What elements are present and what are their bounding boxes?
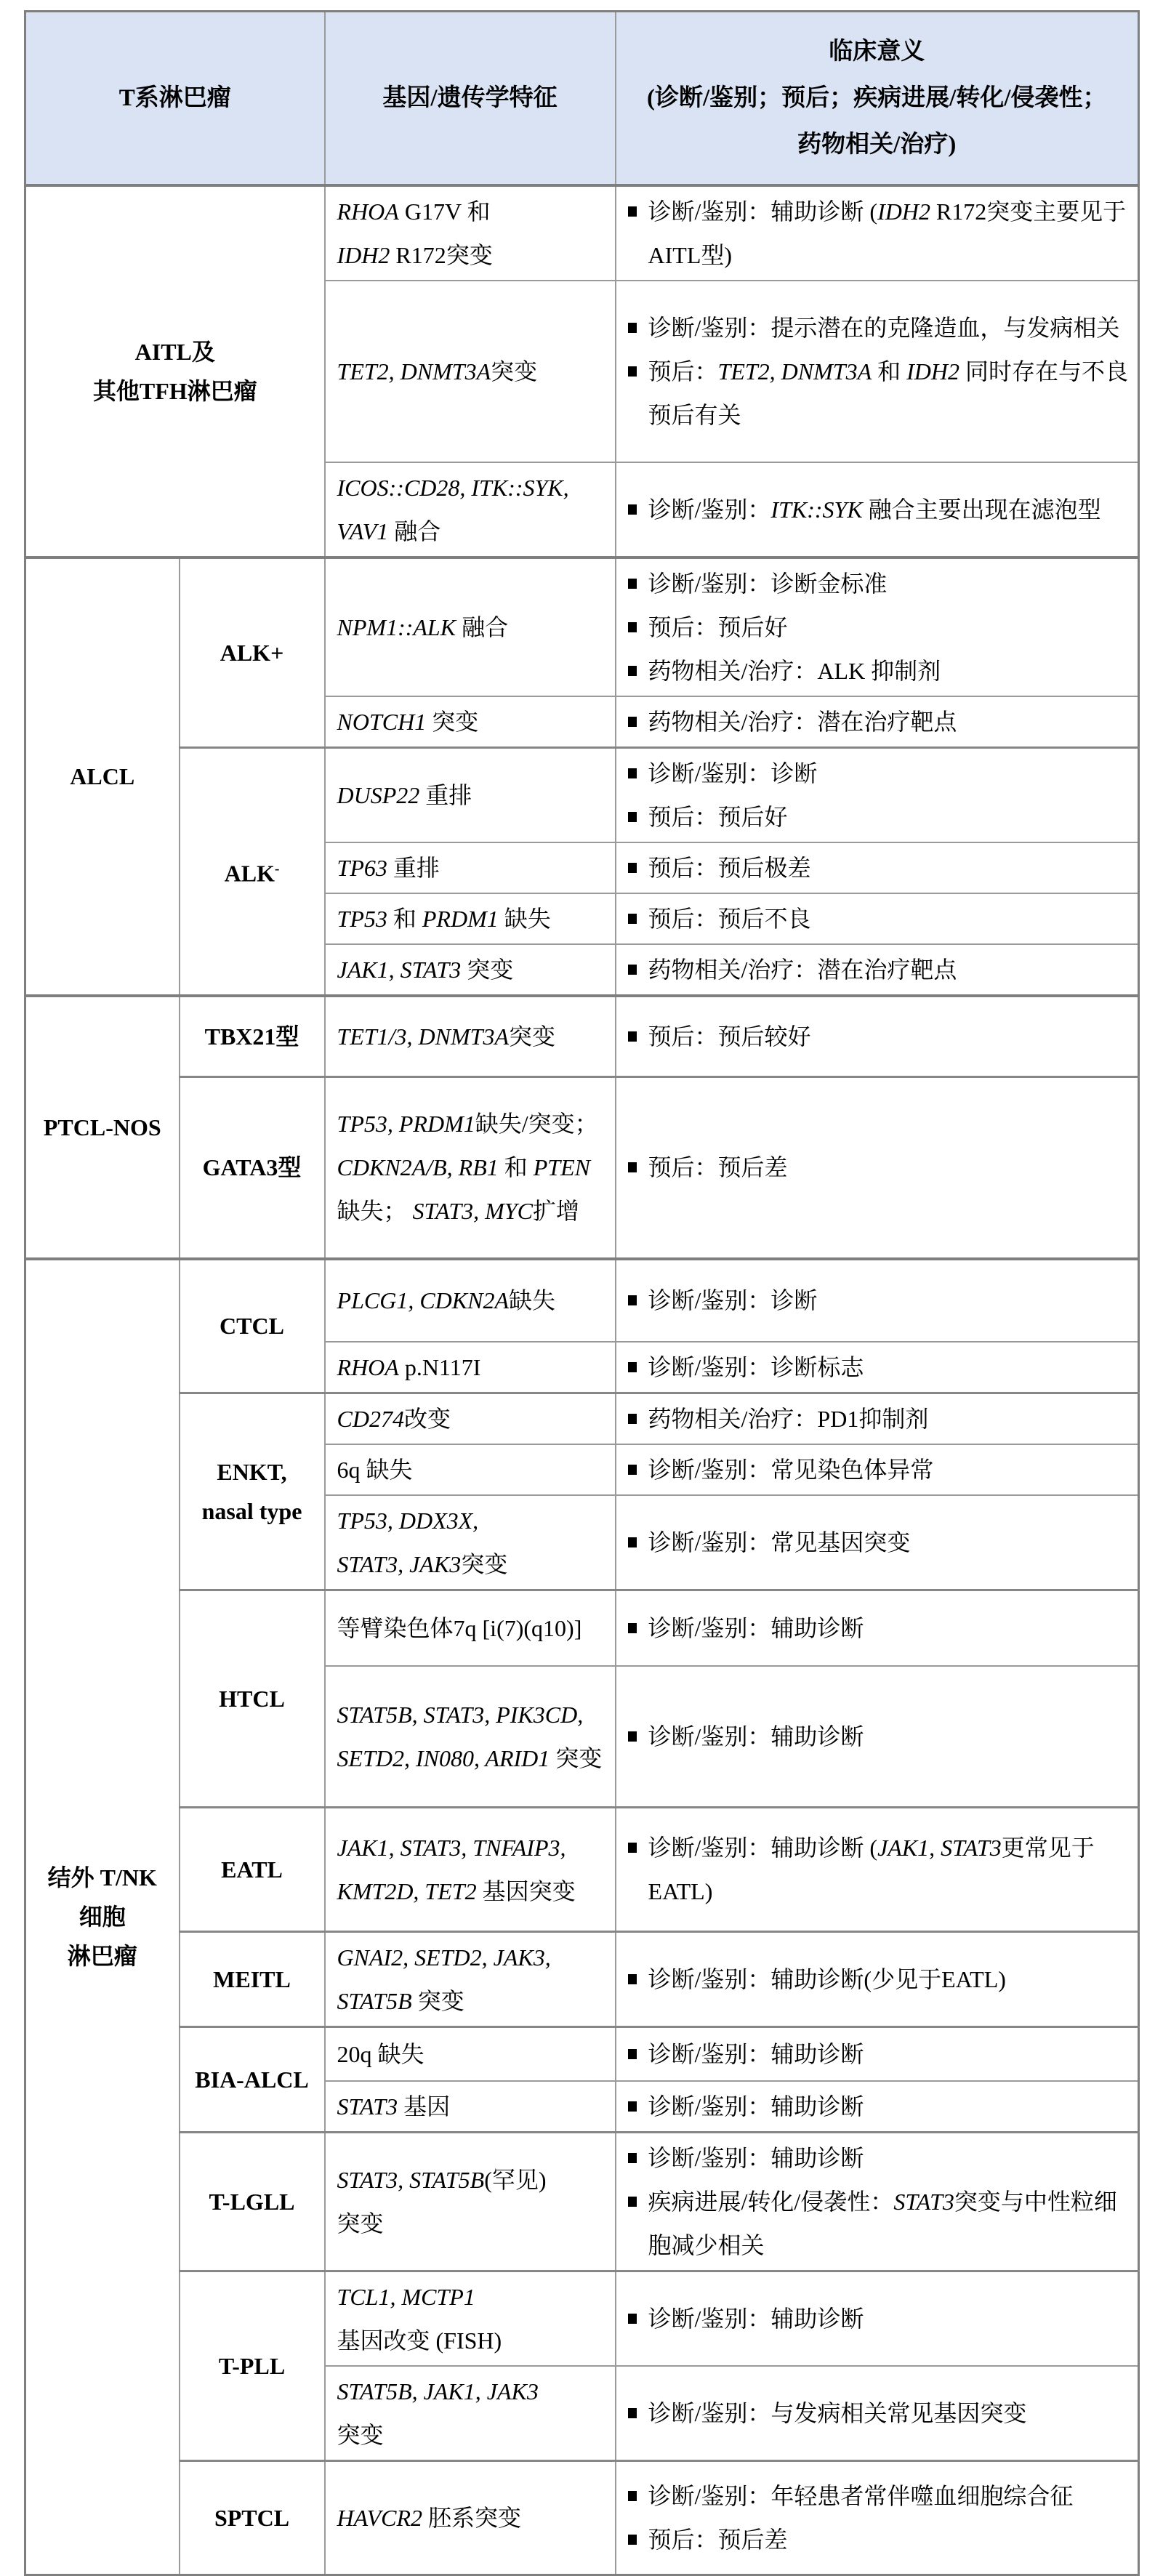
text-line: TET2, DNMT3A突变 xyxy=(337,358,538,385)
clinical-cell xyxy=(616,1259,1139,1342)
gene-cell xyxy=(325,1342,616,1393)
bullet-square-icon xyxy=(628,2197,637,2207)
text-line: GATA3型 xyxy=(202,1154,302,1181)
bullet-square-icon xyxy=(628,812,637,822)
bullet-item xyxy=(628,562,1131,605)
text-line: DUSP22 重排 xyxy=(337,781,472,808)
gene-cell xyxy=(325,696,616,748)
table-row xyxy=(25,2133,1139,2271)
bullet-item xyxy=(628,1345,1131,1389)
text-line: ALCL xyxy=(70,763,135,789)
bullet-text: 预后：预后差 xyxy=(648,2527,788,2553)
clinical-cell xyxy=(616,842,1139,893)
text-line: 临床意义 xyxy=(829,38,925,65)
bullet-square-icon xyxy=(628,2153,637,2163)
gene-cell xyxy=(325,1807,616,1931)
text-line: CD274改变 xyxy=(337,1405,451,1432)
text-line: 淋巴瘤 xyxy=(67,1943,137,1970)
lymphoma-genetics-table xyxy=(24,10,1140,2576)
clinical-cell xyxy=(616,893,1139,944)
clinical-cell xyxy=(616,1590,1139,1666)
bullet-text: 诊断/鉴别：常见染色体异常 xyxy=(648,1456,934,1483)
text-line: CDKN2A/B, RB1 和 PTEN xyxy=(337,1154,590,1181)
text-line: AITL及 xyxy=(134,338,215,365)
clinical-cell xyxy=(616,2133,1139,2271)
gene-cell xyxy=(325,747,616,842)
text-line: STAT5B, JAK1, JAK3 xyxy=(337,2378,539,2404)
subcategory-cell-t-lgll xyxy=(180,2133,325,2271)
bullet-item xyxy=(628,1606,1131,1650)
text-line: EATL xyxy=(221,1856,283,1883)
gene-cell xyxy=(325,893,616,944)
bullet-item xyxy=(628,2085,1131,2128)
gene-cell xyxy=(325,2081,616,2133)
category-cell-ptcl-nos xyxy=(25,996,180,1259)
text-line: NOTCH1 突变 xyxy=(337,708,479,735)
table-row xyxy=(25,996,1139,1077)
bullet-square-icon xyxy=(628,504,637,515)
text-line: ENKT, xyxy=(217,1458,287,1485)
bullet-square-icon xyxy=(628,1537,637,1547)
bullet-item xyxy=(628,306,1131,350)
bullet-item xyxy=(628,1448,1131,1492)
clinical-cell xyxy=(616,1495,1139,1590)
gene-cell xyxy=(325,281,616,462)
text-line: ALK+ xyxy=(220,639,284,666)
bullet-text: 诊断/鉴别：常见基因突变 xyxy=(648,1529,911,1555)
bullet-text: 预后：预后差 xyxy=(648,1154,788,1181)
bullet-square-icon xyxy=(628,323,637,333)
bullet-text: 诊断/鉴别：辅助诊断 xyxy=(648,2145,864,2171)
bullet-text: 诊断/鉴别：ITK::SYK 融合主要出现在滤泡型 xyxy=(648,496,1101,523)
bullet-square-icon xyxy=(628,768,637,778)
text-line: T系淋巴瘤 xyxy=(118,84,231,111)
text-line: HAVCR2 胚系突变 xyxy=(337,2505,522,2531)
table-row xyxy=(25,185,1139,281)
text-line: JAK1, STAT3 突变 xyxy=(337,956,514,983)
text-line: CTCL xyxy=(220,1313,284,1339)
text-line: 等臂染色体7q [i(7)(q10)] xyxy=(337,1614,582,1641)
bullet-item xyxy=(628,2474,1131,2518)
bullet-item xyxy=(628,897,1131,941)
clinical-cell xyxy=(616,996,1139,1077)
clinical-cell xyxy=(616,2461,1139,2575)
bullet-square-icon xyxy=(628,2101,637,2112)
text-line: VAV1 融合 xyxy=(337,518,441,544)
bullet-text: 诊断/鉴别：诊断 xyxy=(648,760,818,786)
bullet-item xyxy=(628,1015,1131,1058)
gene-cell xyxy=(325,558,616,696)
text-line: ALK- xyxy=(224,860,280,887)
bullet-square-icon xyxy=(628,1295,637,1305)
text-line: RHOA p.N117I xyxy=(337,1353,481,1380)
text-line: 细胞 xyxy=(79,1904,126,1931)
bullet-item xyxy=(628,1521,1131,1564)
text-line: TP53 和 PRDM1 缺失 xyxy=(337,905,551,932)
clinical-cell xyxy=(616,747,1139,842)
bullet-item xyxy=(628,605,1131,649)
clinical-cell xyxy=(616,558,1139,696)
text-line: HTCL xyxy=(219,1685,285,1712)
gene-cell xyxy=(325,1495,616,1590)
bullet-item xyxy=(628,350,1131,437)
text-line: BIA-ALCL xyxy=(195,2066,309,2093)
clinical-cell xyxy=(616,1342,1139,1393)
bullet-square-icon xyxy=(628,1843,637,1853)
table-row xyxy=(25,1259,1139,1342)
gene-cell xyxy=(325,1666,616,1807)
text-line: (诊断/鉴别；预后；疾病进展/转化/侵袭性； xyxy=(647,84,1107,111)
gene-cell xyxy=(325,842,616,893)
bullet-square-icon xyxy=(628,863,637,873)
text-line: 缺失； STAT3, MYC扩增 xyxy=(337,1198,579,1225)
bullet-text: 诊断/鉴别：与发病相关常见基因突变 xyxy=(648,2400,1027,2426)
bullet-text: 药物相关/治疗：ALK 抑制剂 xyxy=(648,657,941,684)
clinical-cell xyxy=(616,1444,1139,1495)
gene-cell xyxy=(325,2026,616,2081)
table-row xyxy=(25,747,1139,842)
bullet-text: 诊断/鉴别：辅助诊断 xyxy=(648,1723,864,1750)
subcategory-cell-eatl xyxy=(180,1807,325,1931)
text-line: TBX21型 xyxy=(204,1023,299,1050)
subcategory-cell-alk-negative xyxy=(180,747,325,996)
clinical-cell xyxy=(616,2026,1139,2081)
bullet-text: 诊断/鉴别：诊断 xyxy=(648,1287,818,1313)
bullet-text: 诊断/鉴别：辅助诊断 xyxy=(648,2306,864,2332)
subcategory-cell-tbx21 xyxy=(180,996,325,1077)
table-row xyxy=(25,1590,1139,1666)
bullet-square-icon xyxy=(628,2049,637,2059)
gene-cell xyxy=(325,462,616,558)
bullet-item xyxy=(628,846,1131,890)
clinical-cell xyxy=(616,696,1139,748)
text-line: STAT5B, STAT3, PIK3CD, xyxy=(337,1701,584,1728)
text-line: 6q 缺失 xyxy=(337,1456,413,1483)
bullet-square-icon xyxy=(628,2535,637,2545)
bullet-square-icon xyxy=(628,1623,637,1633)
text-line: 基因/遗传学特征 xyxy=(382,84,558,111)
clinical-cell xyxy=(616,944,1139,996)
text-line: 其他TFH淋巴瘤 xyxy=(92,377,257,404)
text-line: KMT2D, TET2 基因突变 xyxy=(337,1877,576,1904)
bullet-square-icon xyxy=(628,1414,637,1424)
bullet-square-icon xyxy=(628,206,637,217)
bullet-item xyxy=(628,2136,1131,2180)
table-row xyxy=(25,1077,1139,1259)
bullet-text: 诊断/鉴别：辅助诊断(少见于EATL) xyxy=(648,1965,1006,1992)
text-line: GNAI2, SETD2, JAK3, xyxy=(337,1944,551,1971)
bullet-item xyxy=(628,1279,1131,1322)
bullet-square-icon xyxy=(628,1974,637,1984)
bullet-item xyxy=(628,700,1131,744)
text-line: TP53, PRDM1缺失/突变； xyxy=(337,1111,598,1138)
text-line: SPTCL xyxy=(214,2505,290,2531)
bullet-square-icon xyxy=(628,366,637,377)
bullet-text: 诊断/鉴别：辅助诊断 xyxy=(648,2040,864,2067)
table-row xyxy=(25,2271,1139,2367)
bullet-square-icon xyxy=(628,1031,637,1042)
bullet-item xyxy=(628,2032,1131,2076)
gene-cell xyxy=(325,1590,616,1666)
bullet-text: 诊断/鉴别：辅助诊断 xyxy=(648,2093,864,2120)
bullet-square-icon xyxy=(628,2491,637,2501)
category-cell-alcl xyxy=(25,558,180,996)
subcategory-cell-sptcl xyxy=(180,2461,325,2575)
gene-cell xyxy=(325,1077,616,1259)
text-line: STAT3, JAK3突变 xyxy=(337,1550,508,1577)
header-cell-gene-features xyxy=(325,12,616,185)
bullet-square-icon xyxy=(628,965,637,975)
category-cell-aitl-tfh xyxy=(25,185,325,558)
bullet-square-icon xyxy=(628,2408,637,2418)
gene-cell xyxy=(325,944,616,996)
gene-cell xyxy=(325,2461,616,2575)
table-row xyxy=(25,1807,1139,1931)
text-line: MEITL xyxy=(213,1965,291,1992)
gene-cell xyxy=(325,1393,616,1444)
bullet-item xyxy=(628,795,1131,839)
bullet-text: 诊断/鉴别：诊断金标准 xyxy=(648,570,888,597)
gene-cell xyxy=(325,2366,616,2461)
bullet-square-icon xyxy=(628,717,637,727)
bullet-item xyxy=(628,1146,1131,1189)
table-row xyxy=(25,1393,1139,1444)
text-line: T-PLL xyxy=(218,2353,286,2379)
bullet-text: 诊断/鉴别：诊断标志 xyxy=(648,1353,864,1380)
table-row xyxy=(25,558,1139,696)
category-cell-extranodal-tnk xyxy=(25,1259,180,2575)
bullet-square-icon xyxy=(628,579,637,589)
text-line: TP63 重排 xyxy=(337,854,440,881)
bullet-item xyxy=(628,752,1131,795)
gene-cell xyxy=(325,1259,616,1342)
text-line: NPM1::ALK 融合 xyxy=(337,613,509,640)
header-row xyxy=(25,12,1139,185)
text-line: STAT3, STAT5B(罕见) xyxy=(337,2167,547,2193)
bullet-text: 药物相关/治疗：潜在治疗靶点 xyxy=(648,708,957,735)
subcategory-cell-meitl xyxy=(180,1931,325,2026)
bullet-square-icon xyxy=(628,666,637,676)
bullet-text: 诊断/鉴别：年轻患者常伴噬血细胞综合征 xyxy=(648,2483,1074,2509)
subcategory-cell-bia-alcl xyxy=(180,2026,325,2133)
header-cell-clinical-significance xyxy=(616,12,1139,185)
subcategory-cell-gata3 xyxy=(180,1077,325,1259)
clinical-cell xyxy=(616,462,1139,558)
table-row xyxy=(25,2461,1139,2575)
bullet-item xyxy=(628,1826,1131,1913)
bullet-text: 预后：预后极差 xyxy=(648,854,811,881)
clinical-cell xyxy=(616,1931,1139,2026)
text-line: IDH2 R172突变 xyxy=(337,241,493,268)
table-row xyxy=(25,2026,1139,2081)
subcategory-cell-htcl xyxy=(180,1590,325,1807)
bullet-text: 预后：预后好 xyxy=(648,613,788,640)
gene-cell xyxy=(325,1444,616,1495)
text-line: ICOS::CD28, ITK::SYK, xyxy=(337,474,569,501)
subcategory-cell-ctcl xyxy=(180,1259,325,1393)
bullet-square-icon xyxy=(628,2314,637,2324)
text-line: PLCG1, CDKN2A缺失 xyxy=(337,1287,556,1313)
table-row xyxy=(25,1931,1139,2026)
bullet-square-icon xyxy=(628,1465,637,1475)
bullet-item xyxy=(628,1397,1131,1441)
text-line: PTCL-NOS xyxy=(43,1114,161,1140)
clinical-cell xyxy=(616,2081,1139,2133)
bullet-text: 诊断/鉴别：提示潜在的克隆造血，与发病相关 xyxy=(648,314,1120,341)
clinical-cell xyxy=(616,1807,1139,1931)
clinical-cell xyxy=(616,1077,1139,1259)
bullet-item xyxy=(628,2518,1131,2561)
gene-cell xyxy=(325,2133,616,2271)
bullet-text: 药物相关/治疗：潜在治疗靶点 xyxy=(648,956,957,983)
bullet-item xyxy=(628,2180,1131,2267)
clinical-cell xyxy=(616,1666,1139,1807)
text-line: TET1/3, DNMT3A突变 xyxy=(337,1023,556,1050)
bullet-text: 疾病进展/转化/侵袭性：STAT3突变与中性粒细胞减少相关 xyxy=(648,2189,1117,2258)
bullet-item xyxy=(628,1715,1131,1758)
text-line: SETD2, IN080, ARID1 突变 xyxy=(337,1744,603,1771)
subcategory-cell-enkt xyxy=(180,1393,325,1590)
subcategory-cell-alk-positive xyxy=(180,558,325,748)
bullet-item xyxy=(628,190,1131,277)
bullet-text: 诊断/鉴别：辅助诊断 xyxy=(648,1614,864,1641)
text-line: STAT5B 突变 xyxy=(337,1987,464,2014)
text-line: nasal type xyxy=(201,1497,302,1524)
text-line: JAK1, STAT3, TNFAIP3, xyxy=(337,1834,566,1861)
bullet-square-icon xyxy=(628,1731,637,1742)
bullet-text: 预后：预后不良 xyxy=(648,905,811,932)
clinical-cell xyxy=(616,2366,1139,2461)
bullet-item xyxy=(628,948,1131,991)
bullet-item xyxy=(628,2297,1131,2340)
text-line: 基因改变 (FISH) xyxy=(337,2327,502,2354)
subcategory-cell-t-pll xyxy=(180,2271,325,2461)
bullet-text: 预后：预后好 xyxy=(648,803,788,830)
gene-cell xyxy=(325,996,616,1077)
clinical-cell xyxy=(616,2271,1139,2367)
clinical-cell xyxy=(616,281,1139,462)
bullet-square-icon xyxy=(628,1162,637,1172)
text-line: RHOA G17V 和 xyxy=(337,198,491,225)
text-line: 突变 xyxy=(337,2210,384,2237)
bullet-text: 预后：TET2, DNMT3A 和 IDH2 同时存在与不良预后有关 xyxy=(648,358,1129,428)
bullet-text: 诊断/鉴别：辅助诊断 (JAK1, STAT3更常见于EATL) xyxy=(648,1834,1095,1904)
bullet-item xyxy=(628,1957,1131,2001)
clinical-cell xyxy=(616,1393,1139,1444)
bullet-text: 预后：预后较好 xyxy=(648,1023,811,1050)
text-line: TP53, DDX3X, xyxy=(337,1507,479,1534)
clinical-cell xyxy=(616,185,1139,281)
header-cell-lymphoma xyxy=(25,12,325,185)
gene-cell xyxy=(325,2271,616,2367)
bullet-item xyxy=(628,649,1131,693)
bullet-square-icon xyxy=(628,914,637,924)
bullet-square-icon xyxy=(628,622,637,632)
text-line: 20q 缺失 xyxy=(337,2040,424,2067)
text-line: 突变 xyxy=(337,2422,384,2448)
bullet-text: 诊断/鉴别：辅助诊断 (IDH2 R172突变主要见于AITL型) xyxy=(648,198,1127,268)
text-line: 结外 T/NK xyxy=(47,1864,157,1891)
text-line: STAT3 基因 xyxy=(337,2093,451,2120)
gene-cell xyxy=(325,185,616,281)
bullet-item xyxy=(628,488,1131,531)
text-line: TCL1, MCTP1 xyxy=(337,2284,475,2310)
text-line: T-LGLL xyxy=(209,2189,295,2215)
bullet-square-icon xyxy=(628,1362,637,1372)
bullet-item xyxy=(628,2391,1131,2435)
text-line: 药物相关/治疗) xyxy=(797,131,957,158)
bullet-text: 药物相关/治疗：PD1抑制剂 xyxy=(648,1405,929,1432)
gene-cell xyxy=(325,1931,616,2026)
